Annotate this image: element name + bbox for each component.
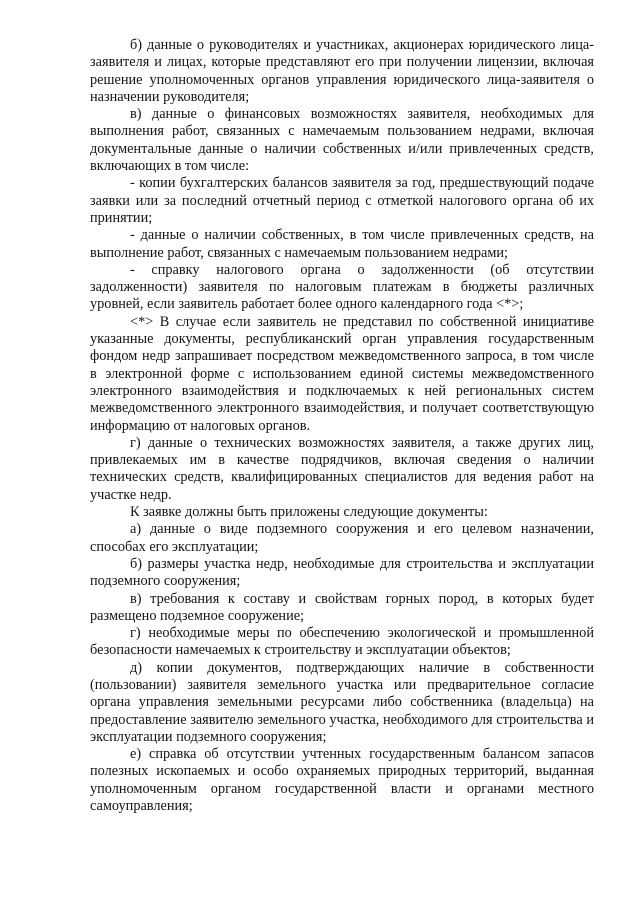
- paragraph-tax-certificate: - справку налогового органа о задолженности (об отсутствии задолженности) заявителя по налоговым платежам в бюджеты различных уровней, если заявитель работает более одного календарного года <*>;: [90, 261, 594, 313]
- paragraph-balance-copies: - копии бухгалтерских балансов заявителя за год, предшествующий подаче заявки или за последний отчетный период с отметкой налогового органа об их принятии;: [90, 175, 594, 226]
- paragraph-attachments-intro: К заявке должны быть приложены следующие документы:: [130, 504, 488, 521]
- paragraph-g-safety-measures: г) необходимые меры по обеспечению экологической и промышленной безопасности намечаемых к строительству и эксплуатации объектов;: [90, 625, 594, 659]
- document-page: [90, 37, 594, 815]
- paragraph-footnote: <*> В случае если заявитель не представил по собственной инициативе указанные документы, республиканский орган управления государственным фондом недр запрашивает посредством межведомственного запроса, в том числе в электронной форме с использованием единой системы межведомственного электронного взаимодействия и подключаемых к ней региональных систем межведомственного электронного взаимодействия, и получает соответствующую информацию от налоговых органов.: [90, 313, 594, 434]
- paragraph-g-technical: г) данные о технических возможностях заявителя, а также других лиц, привлекаемых им в качестве подрядчиков, включая сведения о наличии технических средств, квалифицированных специалистов для ведения работ на участке недр.: [90, 434, 594, 503]
- paragraph-a-structure-type: а) данные о виде подземного сооружения и его целевом назначении, способах его эксплуатации;: [90, 521, 594, 555]
- paragraph-b-leaders: б) данные о руководителях и участниках, акционерах юридического лица-заявителя и лицах, которые представляют его при получении лицензии, включая решение уполномоченных органов управления юридического лица-заявителя о назначении руководителя;: [90, 37, 594, 105]
- paragraph-v-finances: в) данные о финансовых возможностях заявителя, необходимых для выполнения работ, связанных с намечаемым пользованием недрами, включая документальные данные о наличии собственных и/или привлеченных средств, включающих в том числе:: [90, 106, 594, 175]
- paragraph-e-reserves-certificate: е) справка об отсутствии учтенных государственным балансом запасов полезных ископаемых и особо охраняемых природных территорий, выданная уполномоченным органом государственной власти и органами местного самоуправления;: [90, 746, 594, 815]
- paragraph-b-plot-size: б) размеры участка недр, необходимые для строительства и эксплуатации подземного сооружения;: [90, 555, 594, 590]
- paragraph-own-funds: - данные о наличии собственных, в том числе привлеченных средств, на выполнение работ, связанных с намечаемым пользованием недрами;: [90, 227, 594, 261]
- paragraph-d-land-documents: д) копии документов, подтверждающих наличие в собственности (пользовании) заявителя земельного участка или предварительное согласие органа управления земельными ресурсами либо собственника (владельца) на предоставление заявителю земельного участка, необходимого для строительства и эксплуатации подземного сооружения;: [90, 659, 594, 745]
- paragraph-v-rock-requirements: в) требования к составу и свойствам горных пород, в которых будет размещено подземное сооружение;: [90, 590, 594, 624]
